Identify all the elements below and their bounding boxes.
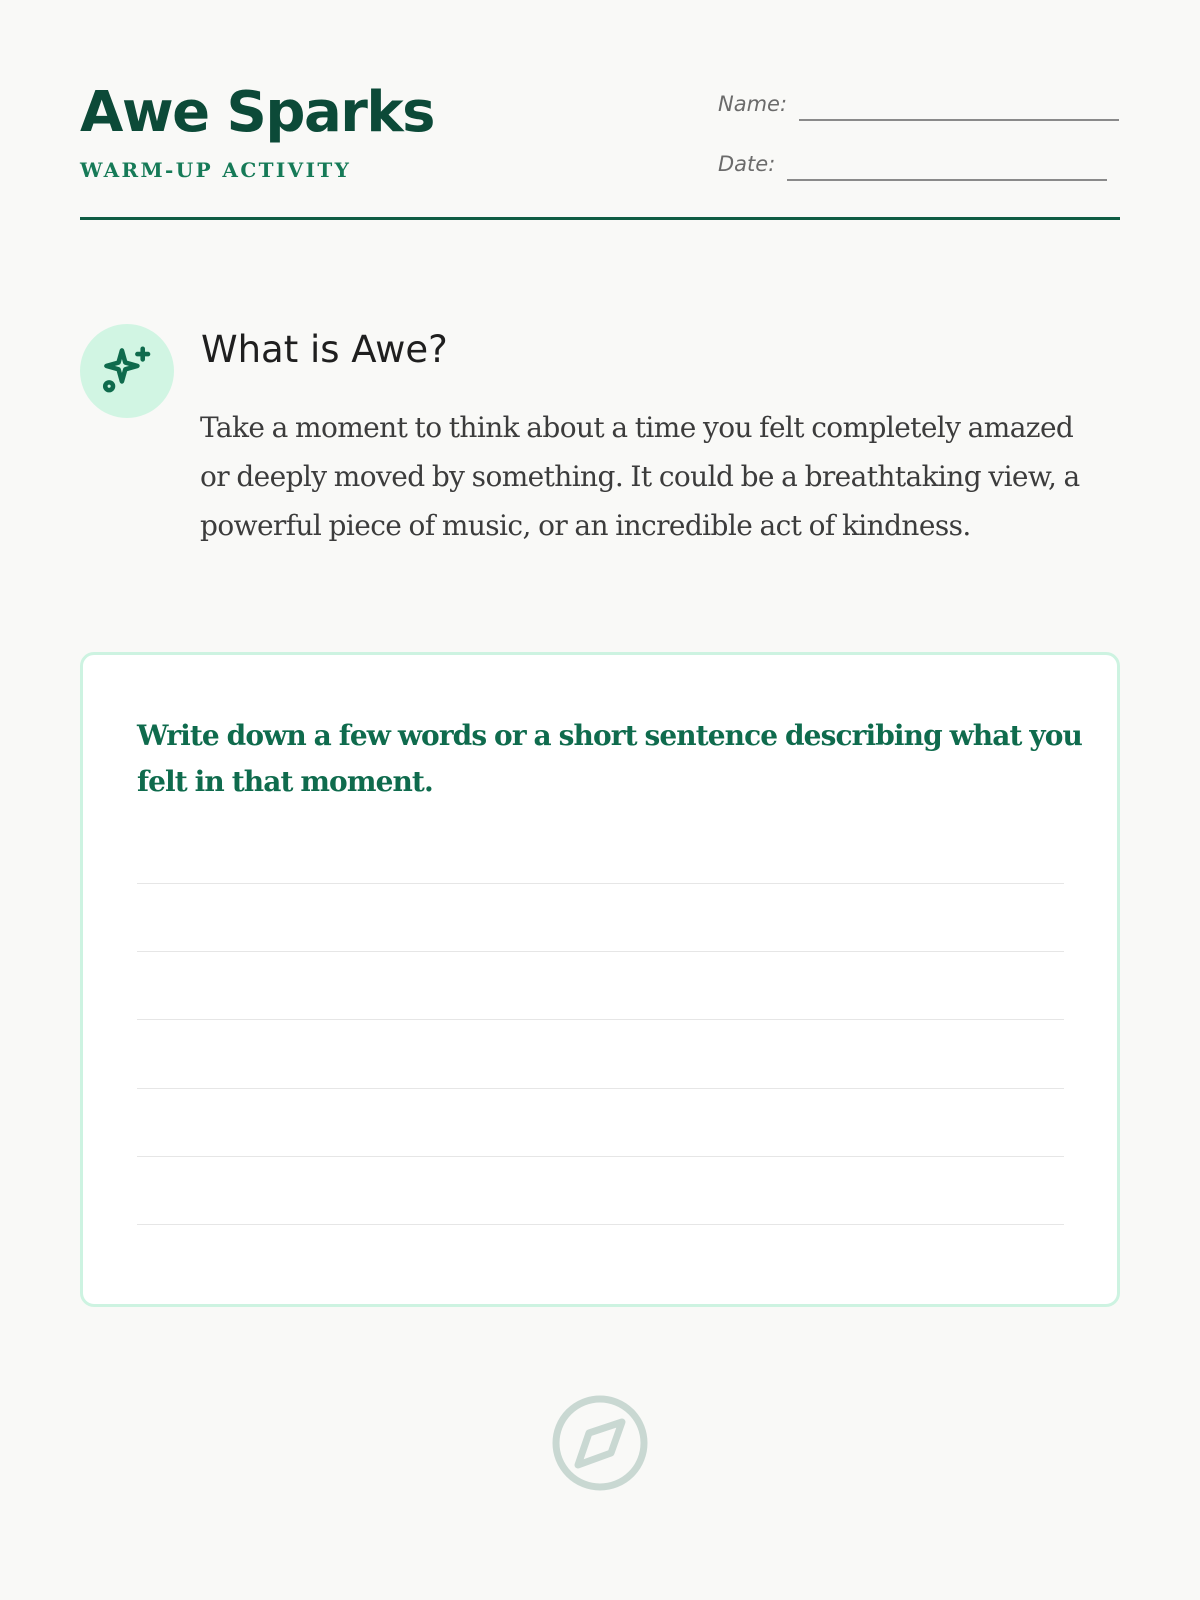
section-description: Take a moment to think about a time you felt completely amazed or deeply moved by something. It could be a breathtaking view, a powerful piece of music, or an incredible act of kindness.: [200, 411, 1080, 542]
sparkles-icon: [98, 342, 156, 400]
writing-line[interactable]: [137, 951, 1064, 952]
name-field[interactable]: [718, 82, 1119, 122]
date-input-line[interactable]: [787, 179, 1107, 181]
compass-icon: [550, 1393, 650, 1493]
writing-line[interactable]: [137, 1224, 1064, 1225]
worksheet-title: Awe Sparks: [80, 80, 434, 145]
worksheet-subtitle: WARM-UP ACTIVITY: [80, 158, 352, 182]
sparkles-icon-badge: [80, 324, 174, 418]
worksheet-header: [80, 0, 1120, 220]
response-card: [80, 652, 1120, 1307]
writing-line[interactable]: [137, 1156, 1064, 1157]
response-prompt: Write down a few words or a short sentence describing what you felt in that moment.: [137, 719, 1082, 798]
date-field[interactable]: [718, 142, 1107, 182]
writing-line[interactable]: [137, 1088, 1064, 1089]
date-label: Date:: [718, 152, 776, 176]
writing-line[interactable]: [137, 1019, 1064, 1020]
name-label: Name:: [718, 92, 788, 116]
section-heading: What is Awe?: [201, 328, 448, 371]
writing-line[interactable]: [137, 883, 1064, 884]
name-input-line[interactable]: [799, 119, 1119, 121]
